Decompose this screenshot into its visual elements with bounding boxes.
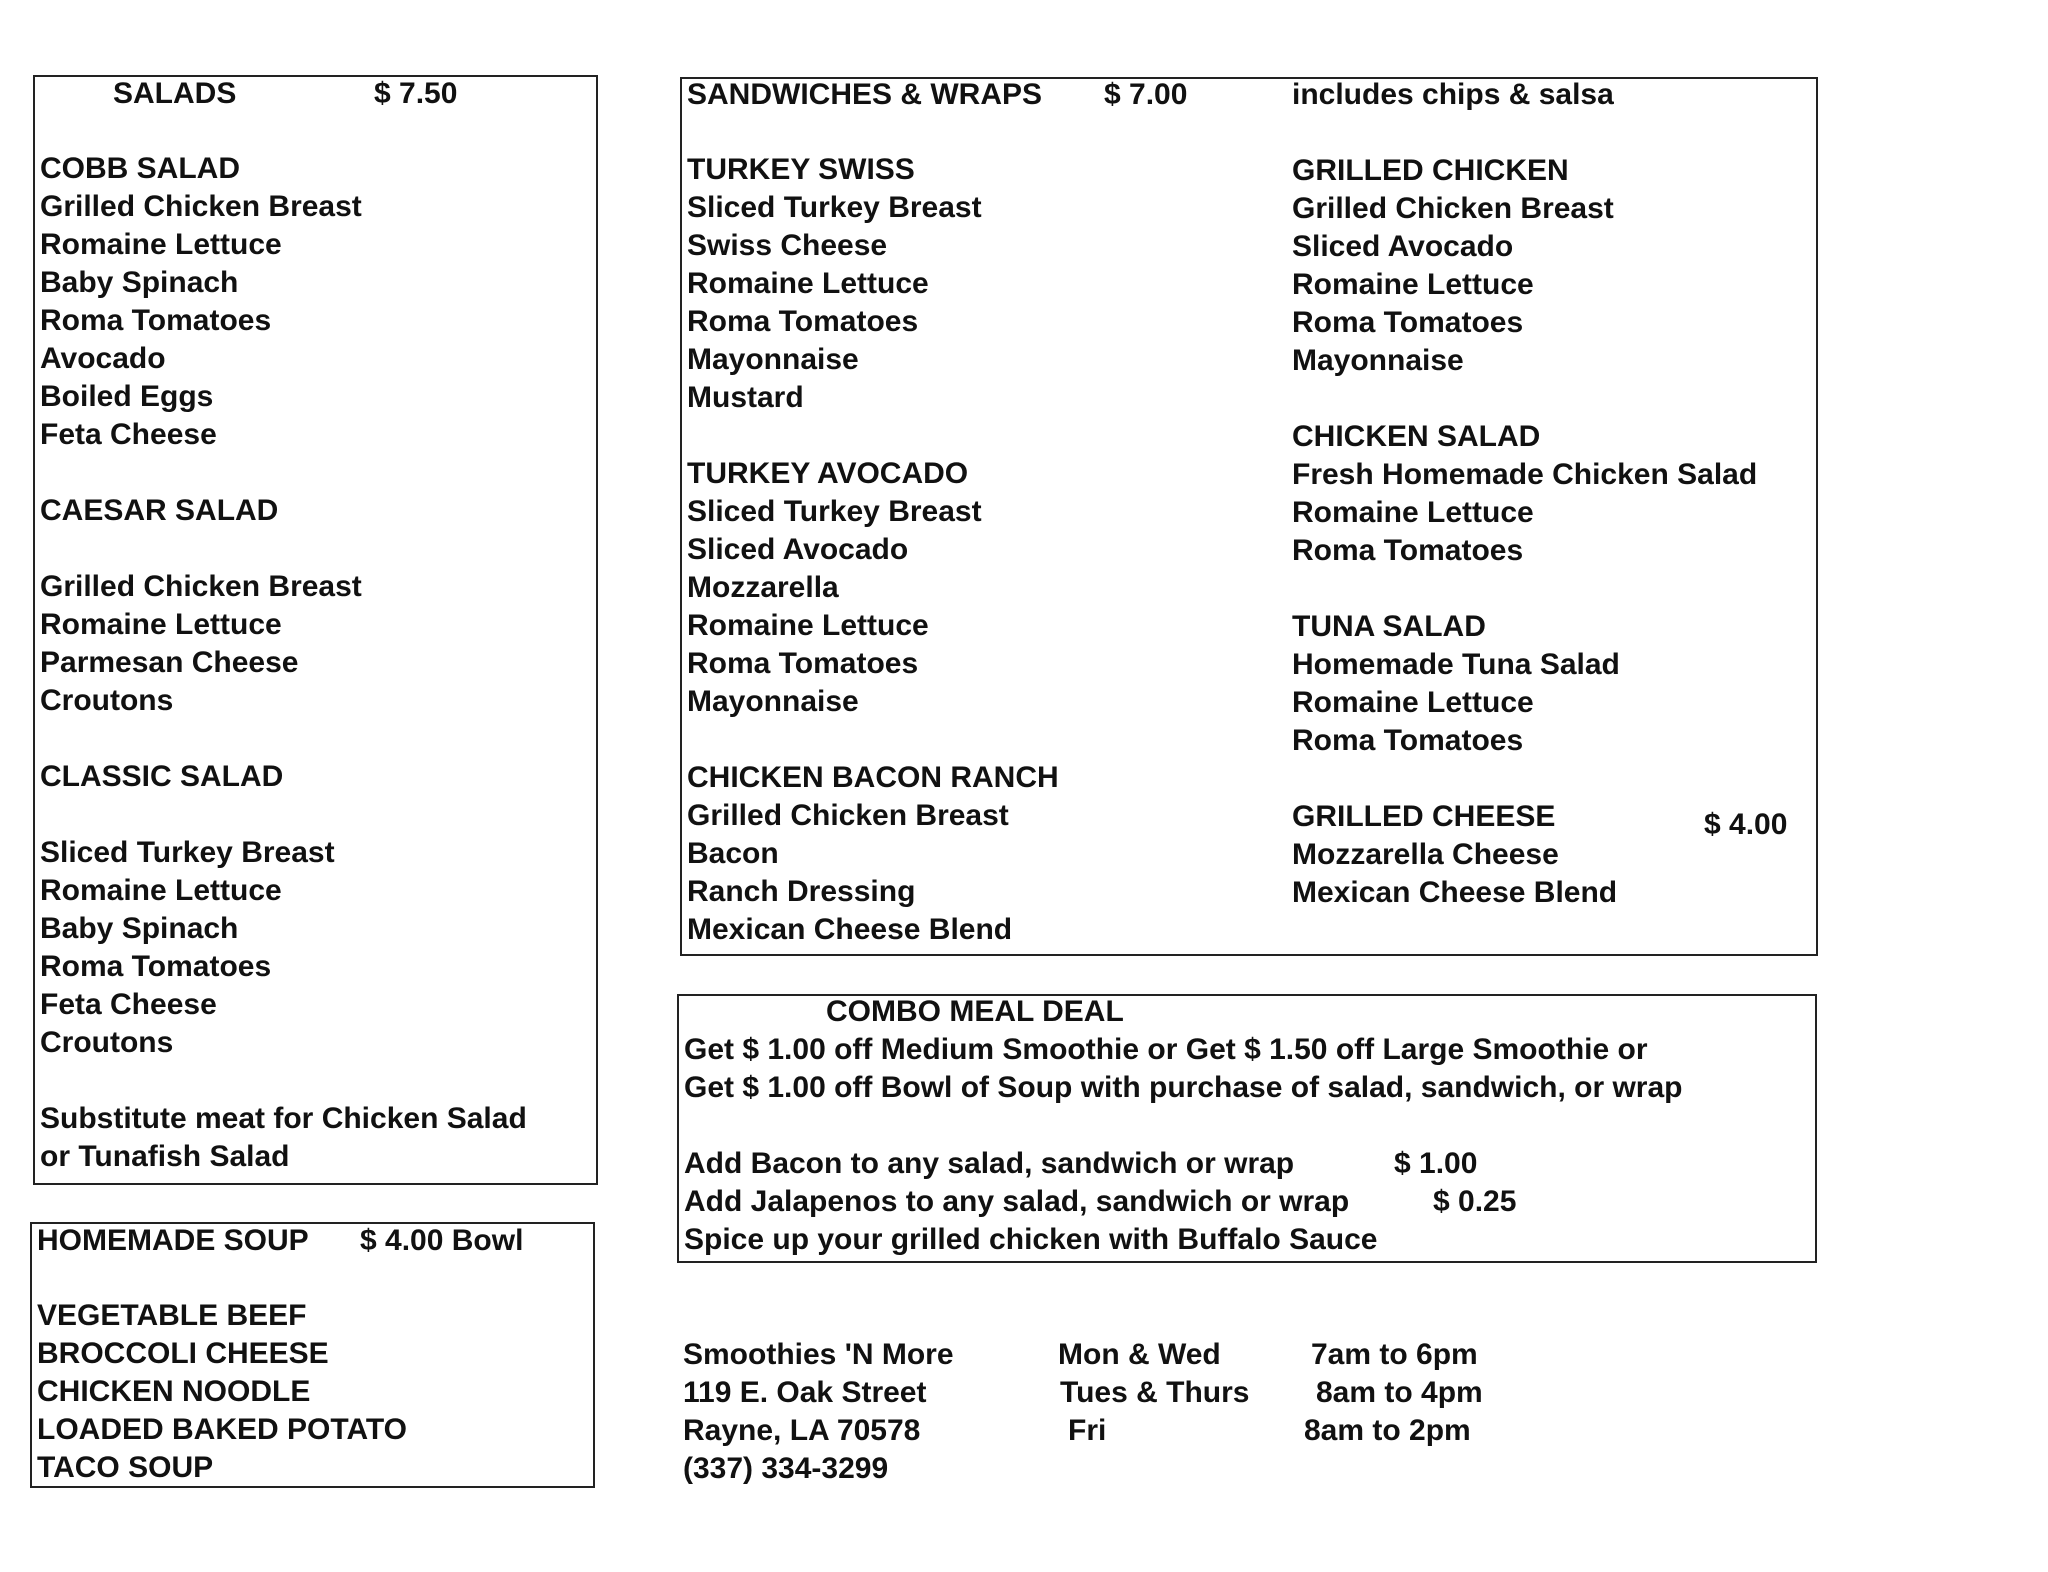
combo-line: Get $ 1.00 off Bowl of Soup with purchase of salad, sandwich, or wrap [684,1071,1683,1104]
salads-price: $ 7.50 [374,77,458,110]
tuna-salad-title: TUNA SALAD [1292,610,1486,643]
list-item: CHICKEN NOODLE [37,1375,311,1408]
sandwiches-note: includes chips & salsa [1292,78,1614,111]
phone-number: (337) 334-3299 [683,1452,889,1485]
list-item: Romaine Lettuce [40,874,282,907]
combo-line: Get $ 1.00 off Medium Smoothie or Get $ 1.50 off Large Smoothie or [684,1033,1648,1066]
list-item: Croutons [40,1026,174,1059]
list-item: Mayonnaise [687,685,859,718]
list-item: Mexican Cheese Blend [687,913,1013,946]
sandwiches-left-column [687,151,1059,949]
city-state-zip: Rayne, LA 70578 [683,1414,921,1447]
list-item: Roma Tomatoes [687,305,919,338]
list-item: Croutons [40,684,174,717]
substitute-note: or Tunafish Salad [40,1140,290,1173]
list-item: Feta Cheese [40,418,217,451]
hours-days: Fri [1068,1414,1107,1447]
street-address: 119 E. Oak Street [683,1376,927,1409]
list-item: TACO SOUP [37,1451,214,1484]
list-item: Romaine Lettuce [687,267,929,300]
list-item: Bacon [687,837,779,870]
list-item: Grilled Chicken Breast [1292,192,1614,225]
chicken-bacon-ranch-title: CHICKEN BACON RANCH [687,761,1059,794]
salads-list [40,150,527,1176]
cobb-salad-title: COBB SALAD [40,152,240,185]
list-item: Romaine Lettuce [687,609,929,642]
list-item: Baby Spinach [40,266,239,299]
list-item: Romaine Lettuce [40,228,282,261]
list-item: Sliced Avocado [1292,230,1514,263]
hours-days: Mon & Wed [1058,1338,1221,1371]
list-item: Romaine Lettuce [40,608,282,641]
hours-time: 8am to 2pm [1304,1414,1471,1447]
spice-note: Spice up your grilled chicken with Buffalo Sauce [684,1223,1378,1256]
list-item: Mozzarella [687,571,839,604]
list-item: Avocado [40,342,166,375]
turkey-swiss-title: TURKEY SWISS [687,153,915,186]
hours-days: Tues & Thurs [1060,1376,1250,1409]
soup-list [37,1297,407,1487]
hours-time: 8am to 4pm [1316,1376,1483,1409]
soup-price: $ 4.00 Bowl [360,1224,524,1257]
list-item: Romaine Lettuce [1292,686,1534,719]
list-item: Baby Spinach [40,912,239,945]
chicken-salad-title: CHICKEN SALAD [1292,420,1541,453]
salads-heading: SALADS [113,77,237,110]
list-item: Roma Tomatoes [1292,306,1524,339]
addon-bacon: Add Bacon to any salad, sandwich or wrap [684,1147,1295,1180]
list-item: BROCCOLI CHEESE [37,1337,329,1370]
list-item: Romaine Lettuce [1292,268,1534,301]
turkey-avocado-title: TURKEY AVOCADO [687,457,969,490]
grilled-cheese-price: $ 4.00 [1704,808,1788,841]
grilled-chicken-title: GRILLED CHICKEN [1292,154,1569,187]
addon-bacon-price: $ 1.00 [1394,1147,1478,1180]
list-item: Mayonnaise [687,343,859,376]
list-item: Fresh Homemade Chicken Salad [1292,458,1758,491]
list-item: Mozzarella Cheese [1292,838,1559,871]
grilled-cheese-title: GRILLED CHEESE [1292,800,1556,833]
list-item: Mustard [687,381,804,414]
list-item: Roma Tomatoes [687,647,919,680]
list-item: Roma Tomatoes [1292,724,1524,757]
list-item: Roma Tomatoes [40,950,272,983]
list-item: Grilled Chicken Breast [40,190,362,223]
combo-heading: COMBO MEAL DEAL [826,995,1124,1028]
list-item: Roma Tomatoes [40,304,272,337]
list-item: Boiled Eggs [40,380,214,413]
sandwiches-heading: SANDWICHES & WRAPS [687,78,1043,111]
list-item: Ranch Dressing [687,875,916,908]
list-item: Sliced Turkey Breast [687,495,982,528]
combo-lines [684,1031,1683,1259]
sandwiches-price: $ 7.00 [1104,78,1188,111]
substitute-note: Substitute meat for Chicken Salad [40,1102,527,1135]
list-item: Homemade Tuna Salad [1292,648,1620,681]
addon-jalapenos-price: $ 0.25 [1433,1185,1517,1218]
business-name: Smoothies 'N More [683,1338,954,1371]
list-item: Sliced Turkey Breast [687,191,982,224]
sandwiches-right-column [1292,152,1757,912]
list-item: Roma Tomatoes [1292,534,1524,567]
list-item: Romaine Lettuce [1292,496,1534,529]
list-item: Grilled Chicken Breast [687,799,1009,832]
list-item: Grilled Chicken Breast [40,570,362,603]
list-item: Swiss Cheese [687,229,888,262]
list-item: Sliced Avocado [687,533,909,566]
list-item: Mexican Cheese Blend [1292,876,1618,909]
list-item: Sliced Turkey Breast [40,836,335,869]
footer-address [683,1336,954,1488]
list-item: VEGETABLE BEEF [37,1299,307,1332]
caesar-salad-title: CAESAR SALAD [40,494,279,527]
addon-jalapenos: Add Jalapenos to any salad, sandwich or wrap [684,1185,1350,1218]
soup-heading: HOMEMADE SOUP [37,1224,309,1257]
list-item: LOADED BAKED POTATO [37,1413,408,1446]
list-item: Feta Cheese [40,988,217,1021]
list-item: Parmesan Cheese [40,646,299,679]
classic-salad-title: CLASSIC SALAD [40,760,284,793]
list-item: Mayonnaise [1292,344,1464,377]
hours-time: 7am to 6pm [1311,1338,1478,1371]
